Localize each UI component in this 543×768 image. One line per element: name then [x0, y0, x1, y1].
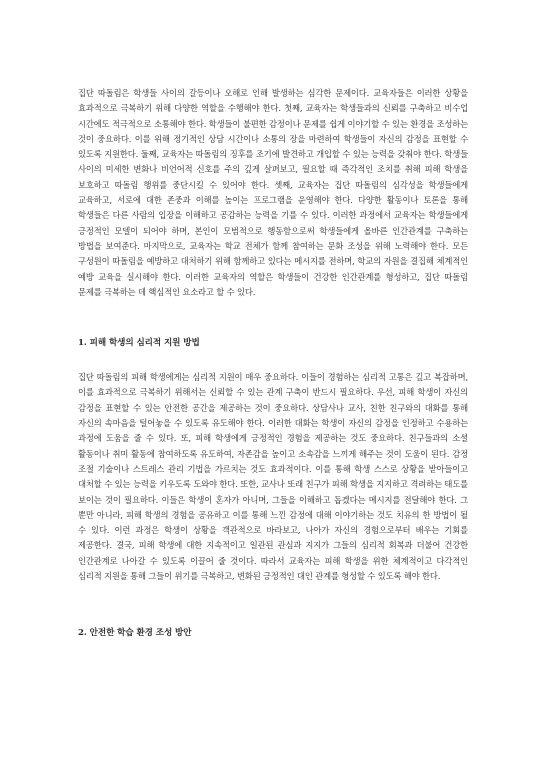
document-page	[78, 86, 468, 641]
section-1-heading: 1. 피해 학생의 심리적 지원 방법	[78, 338, 200, 349]
intro-paragraph: 집단 따돌림은 학생들 사이의 갈등이나 오해로 인해 발생하는 심각한 문제이다. 교육자들은 이러한 상황을 효과적으로 극복하기 위해 다양한 역할을 수행해야 한다. 첫째, 교육자는 학생들과의 신뢰를 구축하고 비수업 시간에도 적극적으로 소통해야 한다. 학생들이 불편한 감정이나 문제를 쉽게 이야기할 수 있는 환경을 조성하는 것이 중요하다. 이를 위해 정기적인 상담 시간이나 소통의 장을 마련하여 학생들이 자신의 감정을 표현할 수 있도록 지원한다. 둘째, 교육자는 따돌림의 징후를 조기에 발견하고 개입할 수 있는 능력을 갖춰야 한다. 학생들 사이의 미세한 변화나 비언어적 신호를 주의 깊게 살펴보고, 필요할 때 즉각적인 조치를 취해 피해 학생을 보호하고 따돌림 행위를 중단시킬 수 있어야 한다. 셋째, 교육자는 집단 따돌림의 심각성을 학생들에게 교육하고, 서로에 대한 존중과 이해를 높이는 프로그램을 운영해야 한다. 다양한 활동이나 토론을 통해 학생들은 다른 사람의 입장을 이해하고 공감하는 능력을 기를 수 있다. 이러한 과정에서 교육자는 학생들에게 긍정적인 모델이 되어야 하며, 본인이 모범적으로 행동함으로써 학생들에게 올바른 인간관계를 구축하는 방법을 보여준다. 마지막으로, 교육자는 학교 전체가 함께 참여하는 문화 조성을 위해 노력해야 한다. 모든 구성원이 따돌림을 예방하고 대처하기 위해 함께하고 있다는 메시지를 전하며, 학교의 자원을 결집해 체계적인 예방 교육을 실시해야 한다. 이러한 교육자의 역할은 학생들이 건강한 인간관계를 형성하고, 집단 따돌림 문제를 극복하는 데 핵심적인 요소라고 할 수 있다.	[78, 88, 468, 297]
section-2-heading: 2. 안전한 학습 환경 조성 방안	[78, 628, 192, 639]
section-1-paragraph: 집단 따돌림의 피해 학생에게는 심리적 지원이 매우 중요하다. 이들이 경험하는 심리적 고통은 깊고 복잡하며, 이를 효과적으로 극복하기 위해서는 신뢰할 수 있는 관계 구축이 반드시 필요하다. 우선, 피해 학생이 자신의 감정을 표현할 수 있는 안전한 공간을 제공하는 것이 중요하다. 상담사나 교사, 친한 친구와의 대화를 통해 자신의 속마음을 털어놓을 수 있도록 유도해야 한다. 이러한 대화는 학생이 자신의 감정을 인정하고 수용하는 과정에 도움을 줄 수 있다. 또, 피해 학생에게 긍정적인 경험을 제공하는 것도 중요하다. 친구들과의 소셜 활동이나 취미 활동에 참여하도록 유도하여, 자존감을 높이고 소속감을 느끼게 해주는 것이 도움이 된다. 감정 조절 기술이나 스트레스 관리 기법을 가르치는 것도 효과적이다. 이를 통해 학생 스스로 상황을 받아들이고 대처할 수 있는 능력을 키우도록 도와야 한다. 또한, 교사나 또래 친구가 피해 학생을 지지하고 격려하는 태도를 보이는 것이 필요하다. 이들은 학생이 혼자가 아니며, 그들을 이해하고 돕겠다는 메시지를 전달해야 한다. 그 뿐만 아니라, 피해 학생의 경험을 공유하고 이를 통해 느낀 감정에 대해 이야기하는 것도 치유의 한 방법이 될 수 있다. 이런 과정은 학생이 상황을 객관적으로 바라보고, 나아가 자신의 경험으로부터 배우는 기회를 제공한다. 결국, 피해 학생에 대한 지속적이고 일관된 관심과 지지가 그들의 심리적 회복과 더불어 건강한 인간관계로 나아갈 수 있도록 이끌어 줄 것이다. 따라서 교육자는 피해 학생을 위한 체계적이고 다각적인 심리적 지원을 통해 그들이 위기를 극복하고, 변화된 긍정적인 대인 관계를 형성할 수 있도록 해야 한다.	[78, 372, 468, 582]
